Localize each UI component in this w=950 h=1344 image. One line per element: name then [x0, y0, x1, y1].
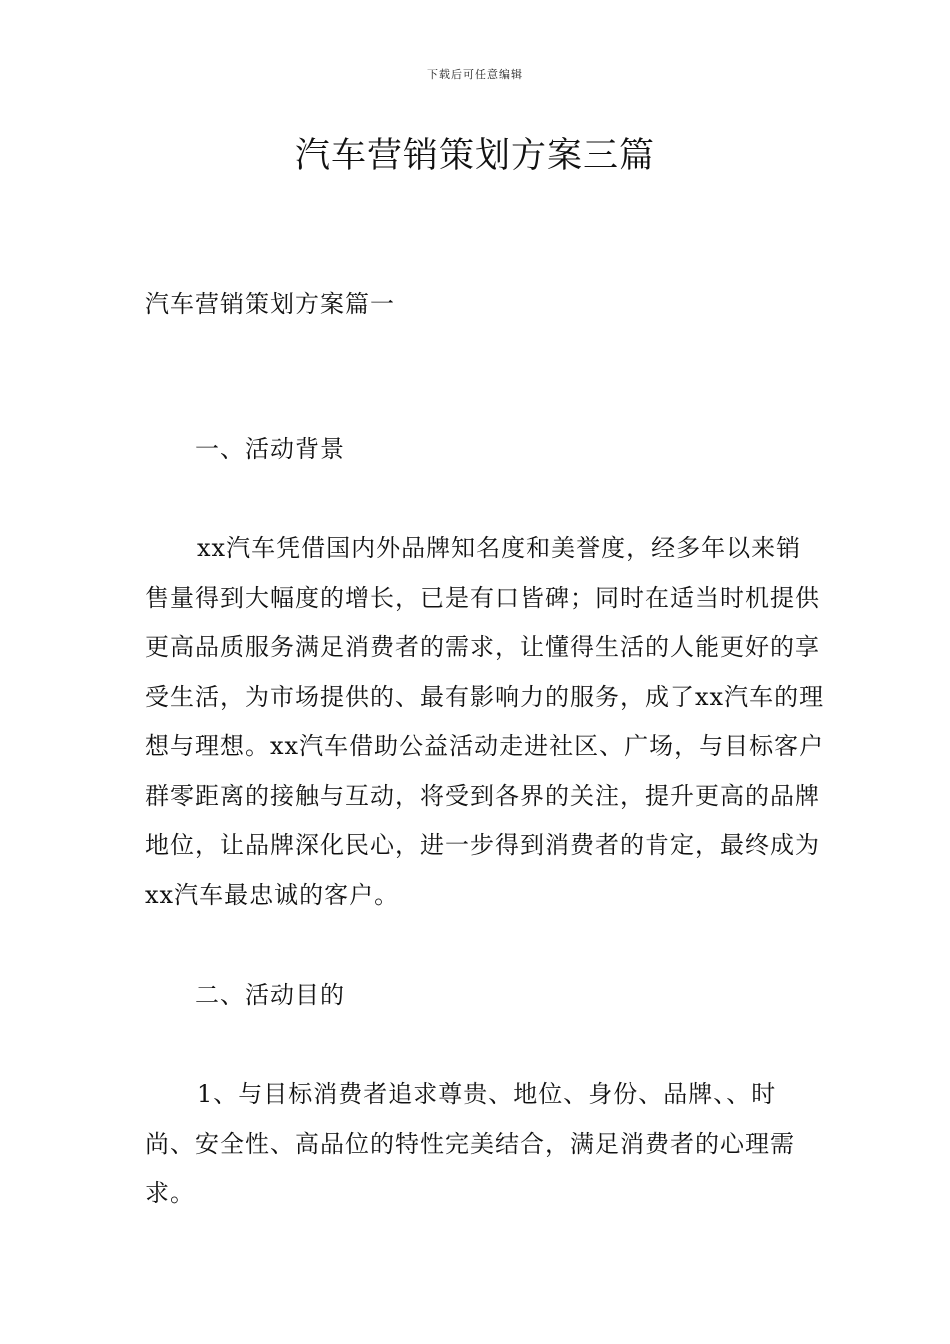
- section-paragraph-purpose: 1、与目标消费者追求尊贵、地位、身份、品牌、、时尚、安全性、高品位的特性完美结合，满足消费者的心理需求。: [145, 1080, 795, 1207]
- header-note: 下载后可任意编辑: [427, 68, 523, 81]
- document-subtitle: 汽车营销策划方案篇一: [145, 290, 395, 318]
- section-heading-purpose: 二、活动目的: [195, 981, 345, 1009]
- document-title: 汽车营销策划方案三篇: [294, 136, 655, 176]
- section-heading-background: 一、活动背景: [195, 435, 345, 463]
- section-paragraph-background: xx汽车凭借国内外品牌知名度和美誉度，经多年以来销售量得到大幅度的增长，已是有口皆碑；同时在适当时机提供更高品质服务满足消费者的需求，让懂得生活的人能更好的享受生活，为市场提供的、最有影响力的服务，成了xx汽车的理想与理想。xx汽车借助公益活动走进社区、广场，与目标客户群零距离的接触与互动，将受到各界的关注，提升更高的品牌地位，让品牌深化民心，进一步得到消费者的肯定，最终成为xx汽车最忠诚的客户。: [145, 534, 825, 909]
